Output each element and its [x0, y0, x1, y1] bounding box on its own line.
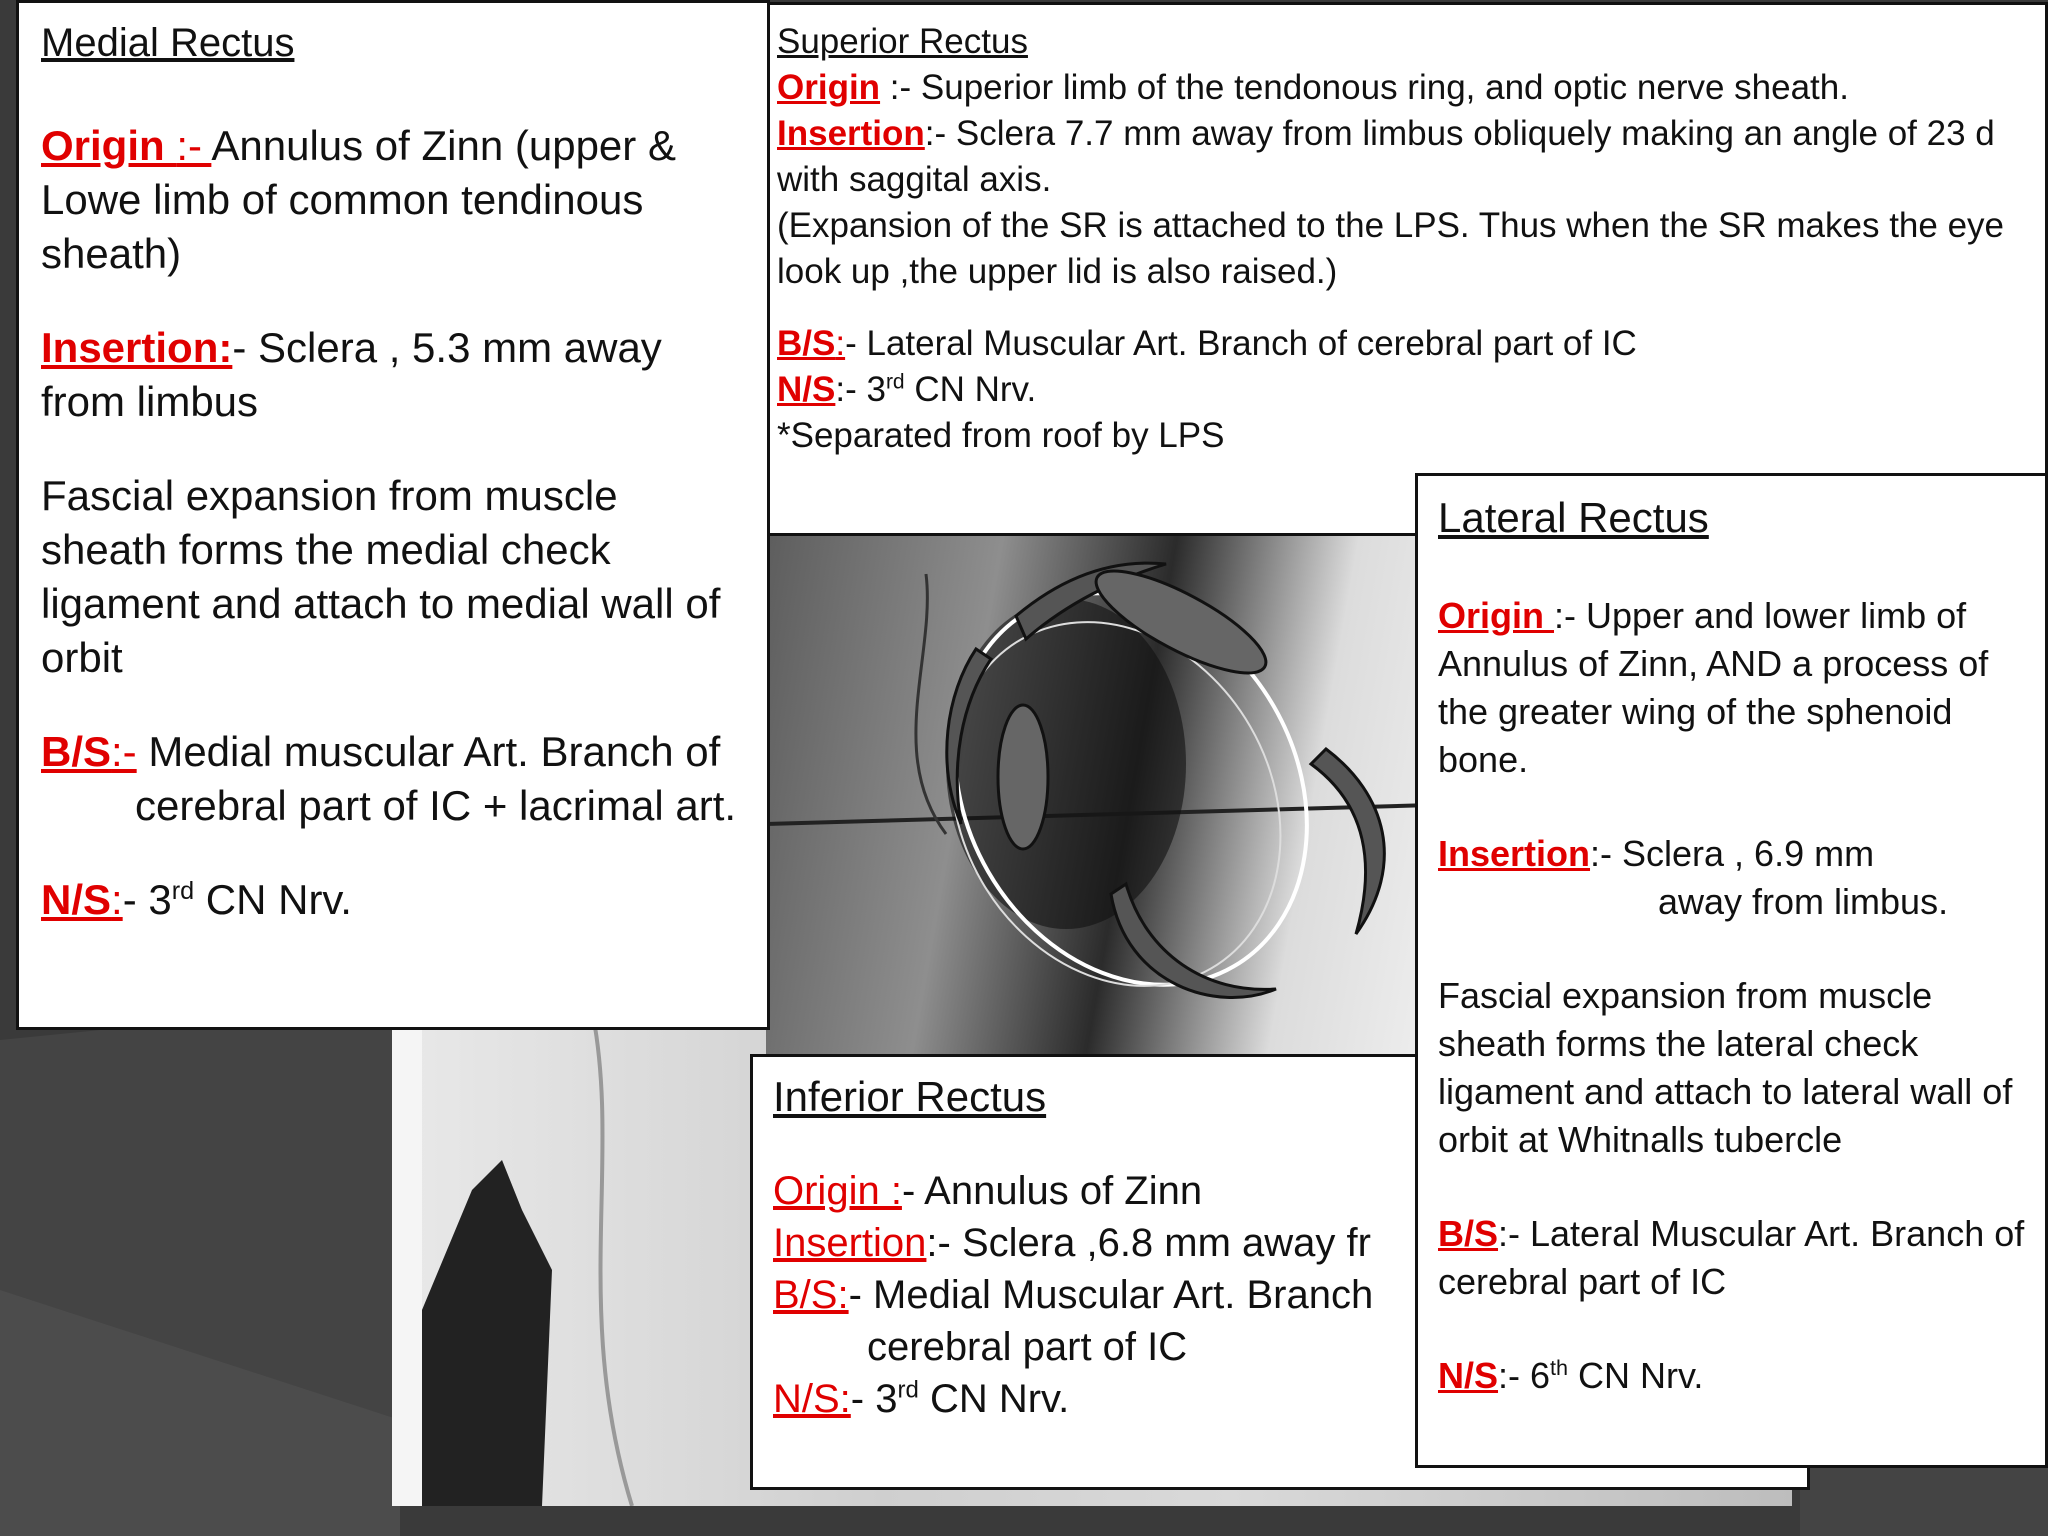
superior-title: Superior Rectus: [777, 22, 1028, 61]
inferior-origin: Origin :- Annulus of Zinn: [773, 1169, 1203, 1213]
inferior-insertion: Insertion:- Sclera ,6.8 mm away fr: [773, 1221, 1371, 1265]
eye-muscle-diagram: [766, 534, 1466, 1054]
medial-nerve-supply: N/S:- 3rd CN Nrv.: [41, 876, 352, 923]
medial-fascia: Fascial expansion from muscle sheath forms the medial check ligament and attach to medial wall of orbit: [41, 472, 721, 681]
superior-note: *Separated from roof by LPS: [777, 416, 1225, 455]
lateral-origin: Origin :- Upper and lower limb of Annulus of Zinn, AND a process of the greater wing of the sphenoid bone.: [1438, 595, 1989, 780]
superior-nerve-supply: N/S:- 3rd CN Nrv.: [777, 370, 1037, 409]
lateral-fascia: Fascial expansion from muscle sheath forms the lateral check ligament and attach to lateral wall of orbit at Whitnalls tubercle: [1438, 975, 2013, 1160]
lateral-nerve-supply: N/S:- 6th CN Nrv.: [1438, 1355, 1704, 1396]
lateral-title: Lateral Rectus: [1438, 494, 1709, 541]
superior-expansion: (Expansion of the SR is attached to the LPS. Thus when the SR makes the eye look up ,the upper lid is also raised.): [777, 206, 2004, 291]
inferior-nerve-supply: N/S:- 3rd CN Nrv.: [773, 1376, 1070, 1421]
inferior-title: Inferior Rectus: [773, 1073, 1047, 1120]
lateral-rectus-panel: [1415, 473, 2048, 1468]
superior-insertion: Insertion:- Sclera 7.7 mm away from limbus obliquely making an angle of 23 d with saggital axis.: [777, 114, 1995, 199]
superior-blood-supply: B/S:- Lateral Muscular Art. Branch of cerebral part of IC: [777, 324, 1637, 363]
medial-rectus-panel: [16, 0, 770, 1030]
superior-origin: Origin :- Superior limb of the tendonous ring, and optic nerve sheath.: [777, 68, 1849, 107]
lateral-blood-supply: B/S:- Lateral Muscular Art. Branch of cerebral part of IC: [1438, 1213, 2025, 1302]
superior-rectus-panel: [766, 2, 2048, 536]
medial-title: Medial Rectus: [41, 21, 295, 65]
lateral-insertion: Insertion:- Sclera , 6.9 mm away from limbus.: [1438, 833, 1949, 922]
medial-origin: Origin :- Annulus of Zinn (upper & Lowe limb of common tendinous sheath): [41, 122, 676, 277]
medial-blood-supply: B/S:- Medial muscular Art. Branch of cerebral part of IC + lacrimal art.: [41, 728, 737, 829]
inferior-blood-supply: B/S:- Medial Muscular Art. Branch cerebral part of IC: [773, 1273, 1374, 1369]
medial-insertion: Insertion:- Sclera , 5.3 mm away from limbus: [41, 324, 662, 425]
